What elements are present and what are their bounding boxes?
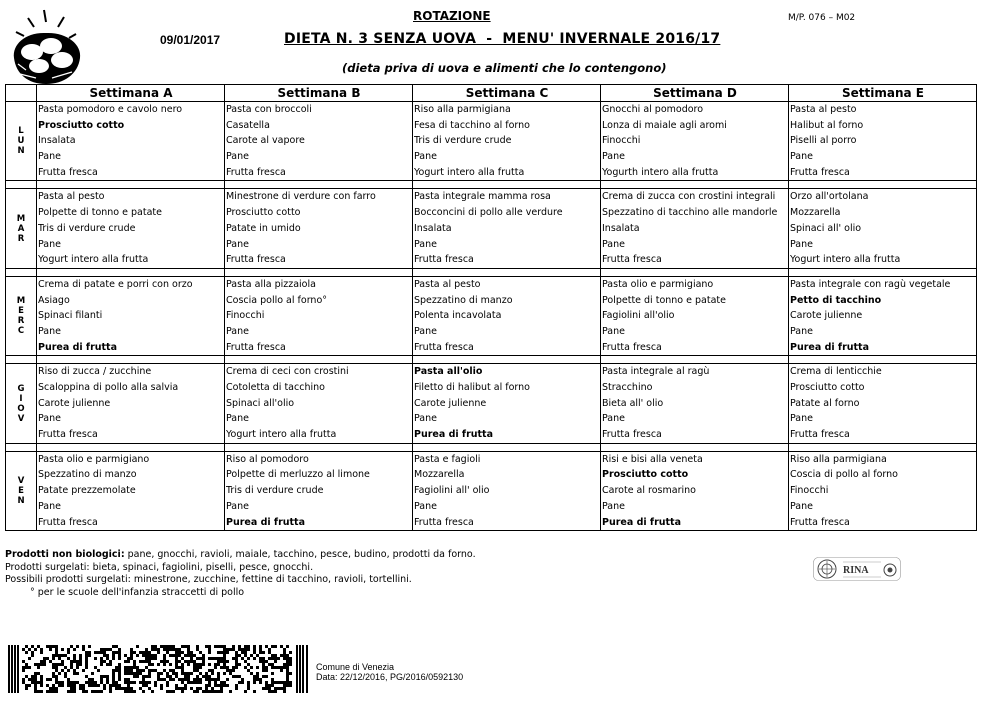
week-header: Settimana B xyxy=(225,85,413,102)
dish-item: Frutta fresca xyxy=(226,254,286,266)
spacer-cell xyxy=(225,356,413,364)
note-non-organic-text: pane, gnocchi, ravioli, maiale, tacchino, pesce, budino, prodotti da forno. xyxy=(124,549,476,560)
dish-item: Carote al rosmarino xyxy=(602,485,696,497)
comune-label: Comune di Venezia xyxy=(316,662,395,672)
spacer-cell xyxy=(37,181,225,189)
dish-item: Riso alla parmigiana xyxy=(790,453,887,465)
dish-item: Pane xyxy=(602,238,625,250)
dish-item: Pane xyxy=(602,325,625,337)
dish-item: Pasta all'olio xyxy=(414,366,483,378)
dish-item: Pasta olio e parmigiano xyxy=(602,278,714,290)
dish-item: Filetto di halibut al forno xyxy=(414,382,530,393)
day-letter: N xyxy=(17,146,25,157)
spacer-cell xyxy=(37,356,225,364)
dish-item: Pane xyxy=(414,500,437,512)
dish-item: Gnocchi al pomodoro xyxy=(602,104,704,115)
day-letter: C xyxy=(17,326,25,337)
row-spacer xyxy=(6,181,977,189)
menu-cell xyxy=(37,276,225,355)
day-letter: M xyxy=(16,296,26,307)
dish-item: Yogurt intero alla frutta xyxy=(38,254,149,266)
day-letter: O xyxy=(17,403,25,414)
day-letter: E xyxy=(18,485,24,496)
dish-item: Prosciutto cotto xyxy=(790,382,865,393)
dish-item: Patate al forno xyxy=(790,397,860,409)
document-reference: M/P. 076 – M02 xyxy=(788,13,856,23)
menu-cell xyxy=(413,276,601,355)
dish-item: Frutta fresca xyxy=(790,516,850,528)
dish-item: Pane xyxy=(414,413,437,425)
dish-item: Cotoletta di tacchino xyxy=(226,382,325,393)
menu-cell xyxy=(37,451,225,530)
note-possible-frozen: Possibili prodotti surgelati: minestrone, zucchine, fettine di tacchino, ravioli, tortellini. xyxy=(5,574,412,585)
dish-item: Frutta fresca xyxy=(38,516,98,528)
dish-item: Fagiolini all' olio xyxy=(414,485,490,497)
day-row xyxy=(6,451,977,530)
dish-item: Patate prezzemolate xyxy=(38,485,136,497)
week-header: Settimana C xyxy=(413,85,601,102)
dish-item: Pane xyxy=(38,500,61,512)
spacer-cell xyxy=(789,268,977,276)
dish-item: Insalata xyxy=(414,222,452,234)
week-header: Settimana E xyxy=(789,85,977,102)
spacer-cell xyxy=(6,181,37,189)
dish-item: Frutta fresca xyxy=(226,341,286,353)
spacer-cell xyxy=(601,268,789,276)
egg-nest-logo xyxy=(6,8,88,88)
dish-item: Frutta fresca xyxy=(602,429,662,441)
dish-item: Frutta fresca xyxy=(38,429,98,441)
dish-item: Riso al pomodoro xyxy=(226,453,309,465)
corner-cell xyxy=(6,85,37,102)
day-label xyxy=(6,189,37,268)
day-letter: I xyxy=(19,393,23,404)
dish-item: Bieta all' olio xyxy=(602,397,664,409)
dish-item: Stracchino xyxy=(602,382,653,393)
dish-item: Frutta fresca xyxy=(38,166,98,178)
menu-cell xyxy=(225,364,413,443)
dish-item: Pasta al pesto xyxy=(38,191,105,203)
dish-item: Pasta olio e parmigiano xyxy=(38,453,150,465)
dish-item: Coscia di pollo al forno xyxy=(790,469,898,481)
menu-cell xyxy=(413,451,601,530)
dish-item: Patate in umido xyxy=(226,222,301,234)
dish-item: Crema di ceci con crostini xyxy=(226,366,349,378)
day-label xyxy=(6,364,37,443)
day-letter: V xyxy=(17,413,25,424)
menu-cell xyxy=(789,364,977,443)
dish-item: Frutta fresca xyxy=(226,166,286,178)
spacer-cell xyxy=(413,356,601,364)
dish-item: Yogurt intero alla frutta xyxy=(790,254,901,266)
menu-cell xyxy=(413,102,601,181)
dish-item: Finocchi xyxy=(226,310,265,322)
spacer-cell xyxy=(413,268,601,276)
dish-item: Purea di frutta xyxy=(602,516,682,528)
dish-item: Crema di lenticchie xyxy=(790,366,882,378)
dish-item: Carote julienne xyxy=(38,397,111,409)
dish-item: Riso alla parmigiana xyxy=(414,104,511,115)
dish-item: Mozzarella xyxy=(414,469,465,481)
dish-item: Prosciutto cotto xyxy=(226,207,301,219)
spacer-cell xyxy=(601,356,789,364)
dish-item: Pane xyxy=(226,151,249,163)
menu-cell xyxy=(789,189,977,268)
dish-item: Pasta con broccoli xyxy=(226,104,312,115)
spacer-cell xyxy=(6,443,37,451)
dish-item: Pane xyxy=(602,413,625,425)
menu-body xyxy=(6,102,977,531)
dish-item: Finocchi xyxy=(602,135,641,147)
rina-certification-logo xyxy=(813,557,901,581)
menu-date: 09/01/2017 xyxy=(160,33,221,47)
dish-item: Pasta e fagioli xyxy=(414,453,481,465)
rotation-heading: ROTAZIONE xyxy=(413,9,491,23)
dish-item: Lonza di maiale agli aromi xyxy=(602,119,727,131)
dish-item: Frutta fresca xyxy=(602,341,662,353)
dish-item: Pane xyxy=(790,413,813,425)
dish-item: Pane xyxy=(414,325,437,337)
day-letter: G xyxy=(17,383,25,394)
menu-cell xyxy=(789,102,977,181)
menu-cell xyxy=(225,102,413,181)
weekly-menu-table xyxy=(5,84,977,531)
dish-item: Coscia pollo al forno° xyxy=(226,294,328,306)
menu-cell xyxy=(413,364,601,443)
day-letter: R xyxy=(17,316,25,327)
dish-item: Pane xyxy=(226,325,249,337)
menu-cell xyxy=(37,364,225,443)
spacer-cell xyxy=(225,268,413,276)
day-label xyxy=(6,451,37,530)
row-spacer xyxy=(6,268,977,276)
diet-subtitle: (dieta priva di uova e alimenti che lo contengono) xyxy=(342,61,667,75)
spacer-cell xyxy=(789,356,977,364)
spacer-cell xyxy=(789,181,977,189)
dish-item: Pane xyxy=(790,238,813,250)
menu-cell xyxy=(601,276,789,355)
menu-cell xyxy=(789,276,977,355)
spacer-cell xyxy=(37,443,225,451)
dish-item: Casatella xyxy=(226,119,270,131)
menu-cell xyxy=(225,451,413,530)
dish-item: Pane xyxy=(226,500,249,512)
dish-item: Frutta fresca xyxy=(790,429,850,441)
spacer-cell xyxy=(6,268,37,276)
dish-item: Spezzatino di manzo xyxy=(38,469,137,481)
dish-item: Frutta fresca xyxy=(790,166,850,178)
dish-item: Pasta al pesto xyxy=(790,104,857,115)
dish-item: Pane xyxy=(602,500,625,512)
dish-item: Petto di tacchino xyxy=(790,294,882,306)
spacer-cell xyxy=(601,443,789,451)
menu-cell xyxy=(37,189,225,268)
dish-item: Yogurt intero alla frutta xyxy=(414,166,525,178)
menu-cell xyxy=(37,102,225,181)
day-row xyxy=(6,189,977,268)
dish-item: Pasta integrale mamma rosa xyxy=(414,191,551,203)
note-non-organic xyxy=(5,549,476,562)
dish-item: Pane xyxy=(414,238,437,250)
diet-title: DIETA N. 3 SENZA UOVA - MENU' INVERNALE 2016/17 xyxy=(284,31,721,47)
dish-item: Carote al vapore xyxy=(226,135,305,147)
dish-item: Finocchi xyxy=(790,485,829,497)
day-row xyxy=(6,276,977,355)
dish-item: Polpette di merluzzo al limone xyxy=(226,469,370,481)
dish-item: Crema di patate e porri con orzo xyxy=(38,278,193,290)
menu-cell xyxy=(601,364,789,443)
dish-item: Frutta fresca xyxy=(602,254,662,266)
dish-item: Crema di zucca con crostini integrali xyxy=(602,191,776,203)
day-letter: E xyxy=(18,306,24,317)
dish-item: Frutta fresca xyxy=(414,516,474,528)
dish-item: Tris di verdure crude xyxy=(38,222,136,234)
dish-item: Fagiolini all'olio xyxy=(602,310,675,322)
dish-item: Riso di zucca / zucchine xyxy=(38,366,152,378)
dish-item: Purea di frutta xyxy=(38,341,118,353)
dish-item: Risi e bisi alla veneta xyxy=(602,453,703,465)
dish-item: Pane xyxy=(602,151,625,163)
rina-label: RINA xyxy=(843,565,869,576)
protocol-stamp xyxy=(316,662,463,682)
day-letter: M xyxy=(16,213,26,224)
dish-item: Insalata xyxy=(602,222,640,234)
day-label xyxy=(6,276,37,355)
notes-section xyxy=(5,549,476,599)
note-frozen: Prodotti surgelati: bieta, spinaci, fagiolini, piselli, pesce, gnocchi. xyxy=(5,561,314,573)
spacer-cell xyxy=(6,356,37,364)
spacer-cell xyxy=(601,181,789,189)
day-row xyxy=(6,102,977,181)
dish-item: Pane xyxy=(790,500,813,512)
dish-item: Frutta fresca xyxy=(414,254,474,266)
dish-item: Purea di frutta xyxy=(414,429,494,441)
day-row xyxy=(6,364,977,443)
dish-item: Orzo all'ortolana xyxy=(790,191,869,203)
dish-item: Pane xyxy=(790,151,813,163)
row-spacer xyxy=(6,356,977,364)
dish-item: Frutta fresca xyxy=(414,341,474,353)
day-letter: A xyxy=(17,223,25,234)
dish-item: Spezzatino di tacchino alle mandorle xyxy=(602,207,778,219)
note-non-organic-label: Prodotti non biologici: xyxy=(5,549,125,560)
spacer-cell xyxy=(225,443,413,451)
dish-item: Scaloppina di pollo alla salvia xyxy=(38,382,179,393)
dish-item: Purea di frutta xyxy=(226,516,306,528)
day-letter: R xyxy=(17,233,25,244)
spacer-cell xyxy=(413,443,601,451)
dish-item: Pane xyxy=(38,413,61,425)
row-spacer xyxy=(6,443,977,451)
menu-cell xyxy=(225,189,413,268)
dish-item: Fesa di tacchino al forno xyxy=(414,119,530,131)
spacer-cell xyxy=(413,181,601,189)
dish-item: Polenta incavolata xyxy=(414,310,502,322)
note-chicken-strips: ° per le scuole dell'infanzia straccetti di pollo xyxy=(30,586,245,598)
dish-item: Prosciutto cotto xyxy=(38,119,125,131)
dish-item: Carote julienne xyxy=(790,310,863,322)
menu-cell xyxy=(789,451,977,530)
dish-item: Prosciutto cotto xyxy=(602,469,689,481)
day-letter: U xyxy=(17,136,25,147)
dish-item: Spezzatino di manzo xyxy=(414,294,513,306)
dish-item: Yogurth intero alla frutta xyxy=(602,166,719,178)
dish-item: Polpette di tonno e patate xyxy=(38,207,162,219)
dish-item: Minestrone di verdure con farro xyxy=(226,191,376,203)
menu-cell xyxy=(601,451,789,530)
menu-cell xyxy=(601,102,789,181)
day-label xyxy=(6,102,37,181)
dish-item: Piselli al porro xyxy=(790,135,857,147)
dish-item: Pasta al pesto xyxy=(414,278,481,290)
dish-item: Yogurt intero alla frutta xyxy=(226,429,337,441)
dish-item: Pane xyxy=(38,325,61,337)
dish-item: Pane xyxy=(414,151,437,163)
dish-item: Pane xyxy=(38,238,61,250)
dish-item: Pane xyxy=(226,413,249,425)
dish-item: Pasta pomodoro e cavolo nero xyxy=(38,104,183,115)
dish-item: Polpette di tonno e patate xyxy=(602,294,726,306)
week-header: Settimana A xyxy=(37,85,225,102)
dish-item: Pasta integrale con ragù vegetale xyxy=(790,278,951,290)
protocol-date: Data: 22/12/2016, PG/2016/0592130 xyxy=(316,672,464,682)
dish-item: Pasta alla pizzaiola xyxy=(226,278,316,290)
spacer-cell xyxy=(225,181,413,189)
menu-cell xyxy=(225,276,413,355)
day-letter: N xyxy=(17,495,25,506)
week-header: Settimana D xyxy=(601,85,789,102)
dish-item: Halibut al forno xyxy=(790,119,864,131)
menu-cell xyxy=(601,189,789,268)
dish-item: Insalata xyxy=(38,135,76,147)
menu-cell xyxy=(413,189,601,268)
dish-item: Mozzarella xyxy=(790,207,841,219)
dish-item: Purea di frutta xyxy=(790,341,870,353)
dish-item: Pane xyxy=(790,325,813,337)
dish-item: Tris di verdure crude xyxy=(414,135,512,147)
week-header-row xyxy=(6,85,977,102)
dish-item: Carote julienne xyxy=(414,397,487,409)
barcode-image xyxy=(8,645,310,693)
spacer-cell xyxy=(37,268,225,276)
dish-item: Spinaci all'olio xyxy=(226,397,295,409)
day-letter: L xyxy=(18,126,24,137)
dish-item: Tris di verdure crude xyxy=(226,485,324,497)
dish-item: Asiago xyxy=(38,294,70,306)
day-letter: V xyxy=(17,475,25,486)
dish-item: Pane xyxy=(38,151,61,163)
dish-item: Pasta integrale al ragù xyxy=(602,366,710,378)
dish-item: Spinaci filanti xyxy=(38,310,103,322)
dish-item: Bocconcini di pollo alle verdure xyxy=(414,207,563,219)
dish-item: Pane xyxy=(226,238,249,250)
dish-item: Spinaci all' olio xyxy=(790,222,862,234)
spacer-cell xyxy=(789,443,977,451)
